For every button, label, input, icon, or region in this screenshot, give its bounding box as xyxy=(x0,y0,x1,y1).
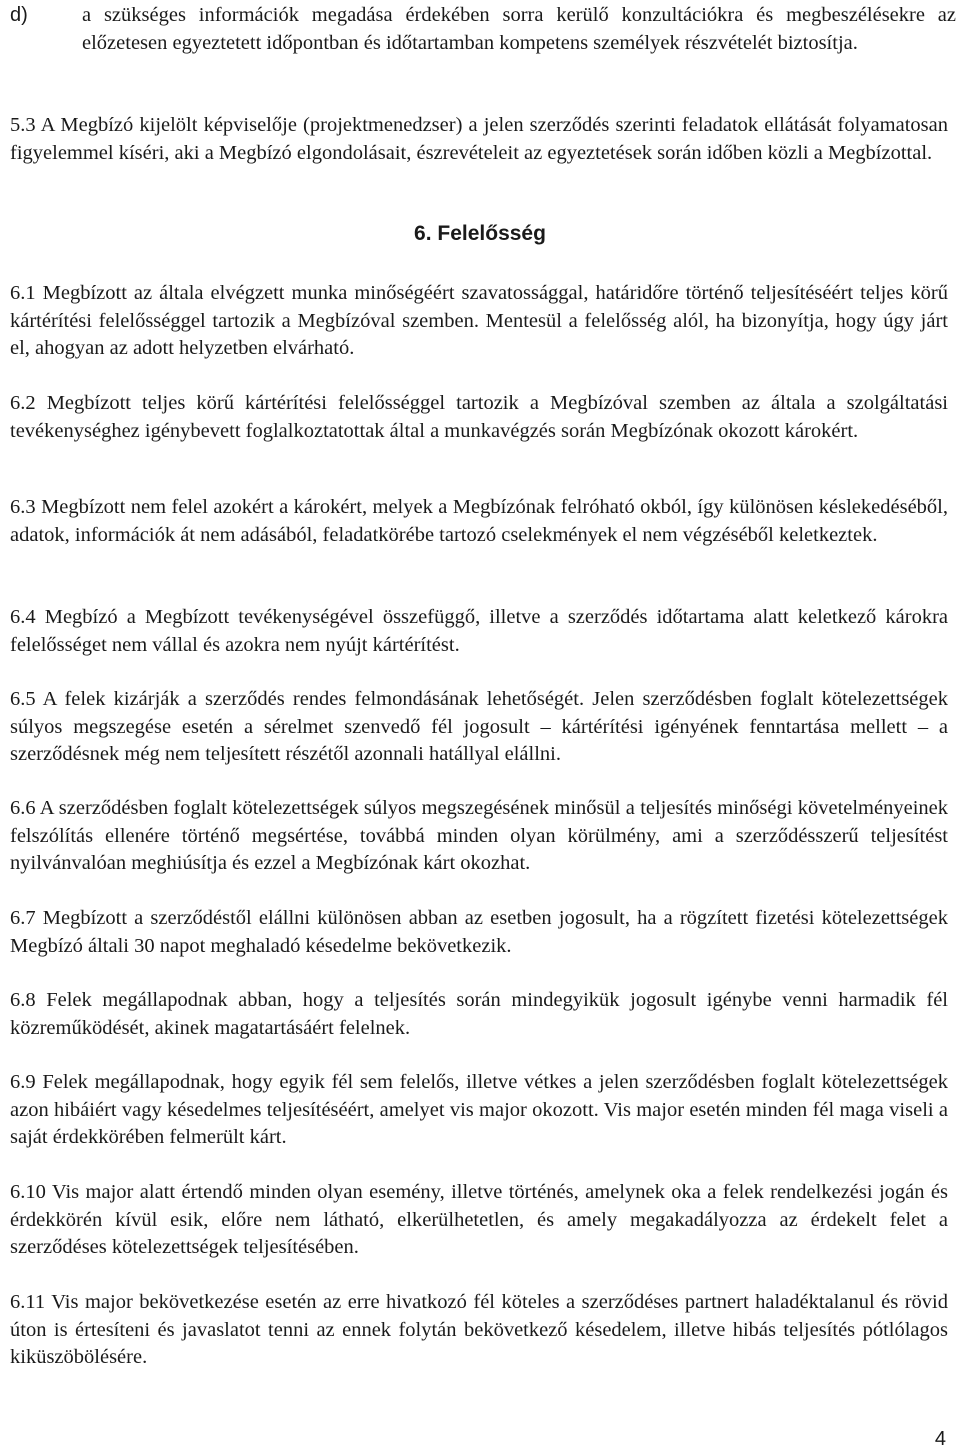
page-number: 4 xyxy=(934,1428,946,1450)
paragraph-6-1: 6.1 Megbízott az általa elvégzett munka minőségéért szavatossággal, határidőre történő teljesítéséért teljes körű kártérítési felelősséggel tartozik a Megbízóval szemben. Mentesül a felelősség alól, ha bizonyítja, hogy úgy járt el, ahogyan az adott helyzetben elvárható. xyxy=(10,282,948,359)
paragraph-6-2: 6.2 Megbízott teljes körű kártérítési felelősséggel tartozik a Megbízóval szemben az általa a szolgáltatási tevékenységhez igénybevett foglalkoztatottak által a munkavégzés során Megbízónak okozott károkért. xyxy=(10,392,948,442)
section-heading: 6. Felelősség xyxy=(414,222,546,245)
paragraph-6-11: 6.11 Vis major bekövetkezése esetén az erre hivatkozó fél köteles a szerződéses partnert haladéktalanul és rövid úton is értesíteni és javaslatot tenni az ennek folytán bekövetkező késedelem, illetve hibás teljesítés pótlólagos kiküszöbölésére. xyxy=(10,1291,948,1368)
list-item-d xyxy=(10,2,956,57)
paragraph-6-10: 6.10 Vis major alatt értendő minden olyan esemény, illetve történés, amelynek oka a felek rendelkezési jogán és érdekkörén kívül esik, előre nem látható, elkerülhetetlen, és amely megakadályozza az érdekelt felet a szerződéses kötelezettségek teljesítésében. xyxy=(10,1181,948,1258)
paragraph-6-5: 6.5 A felek kizárják a szerződés rendes felmondásának lehetőségét. Jelen szerződésben foglalt kötelezettségek súlyos megszegése esetén a sérelmet szenvedő fél jogosult – kártérítési igényének fenntartása mellett – a szerződésnek még nem teljesített részétől azonnali hatállyal elállni. xyxy=(10,688,948,765)
list-marker: d) xyxy=(10,4,28,26)
paragraph-6-7: 6.7 Megbízott a szerződéstől elállni különösen abban az esetben jogosult, ha a rögzített fizetési kötelezettségek Megbízó általi 30 napot meghaladó késedelme bekövetkezik. xyxy=(10,907,948,957)
list-item-text: a szükséges információk megadása érdekében sorra kerülő konzultációkra és megbeszélésekre az előzetesen egyeztetett időpontban és időtartamban kompetens személyek részvételét biztosítja. xyxy=(82,4,956,54)
paragraph-6-4: 6.4 Megbízó a Megbízott tevékenységével összefüggő, illetve a szerződés időtartama alatt keletkező károkra felelősséget nem vállal és azokra nem nyújt kártérítést. xyxy=(10,606,948,656)
paragraph-6-3: 6.3 Megbízott nem felel azokért a károkért, melyek a Megbízónak felróható okból, így különösen késlekedéséből, adatok, információk át nem adásából, feladatkörébe tartozó cselekmények el nem végzéséből keletkeztek. xyxy=(10,496,948,546)
paragraph-6-6: 6.6 A szerződésben foglalt kötelezettségek súlyos megszegésének minősül a teljesítés minőségi követelményeinek felszólítás ellenére történő megsértése, továbbá minden olyan körülmény, ami a szerződésszerű teljesítést nyilvánvalóan meghiúsítja és ezzel a Megbízónak kárt okozhat. xyxy=(10,797,948,874)
paragraph-5-3: 5.3 A Megbízó kijelölt képviselője (projektmenedzser) a jelen szerződés szerinti feladatok ellátását folyamatosan figyelemmel kíséri, aki a Megbízó elgondolásait, észrevételeit az egyeztetések során időben közli a Megbízottal. xyxy=(10,114,948,164)
paragraph-6-9: 6.9 Felek megállapodnak, hogy egyik fél sem felelős, illetve vétkes a jelen szerződésben foglalt kötelezettségek azon hibáiért vagy késedelmes teljesítéséért, amelyet vis major okozott. Vis major esetén minden fél maga viseli a saját érdekkörében felmerült kárt. xyxy=(10,1071,948,1148)
paragraph-6-8: 6.8 Felek megállapodnak abban, hogy a teljesítés során mindegyikük jogosult igénybe venni harmadik fél közreműködését, akinek magatartásáért felelnek. xyxy=(10,989,948,1039)
